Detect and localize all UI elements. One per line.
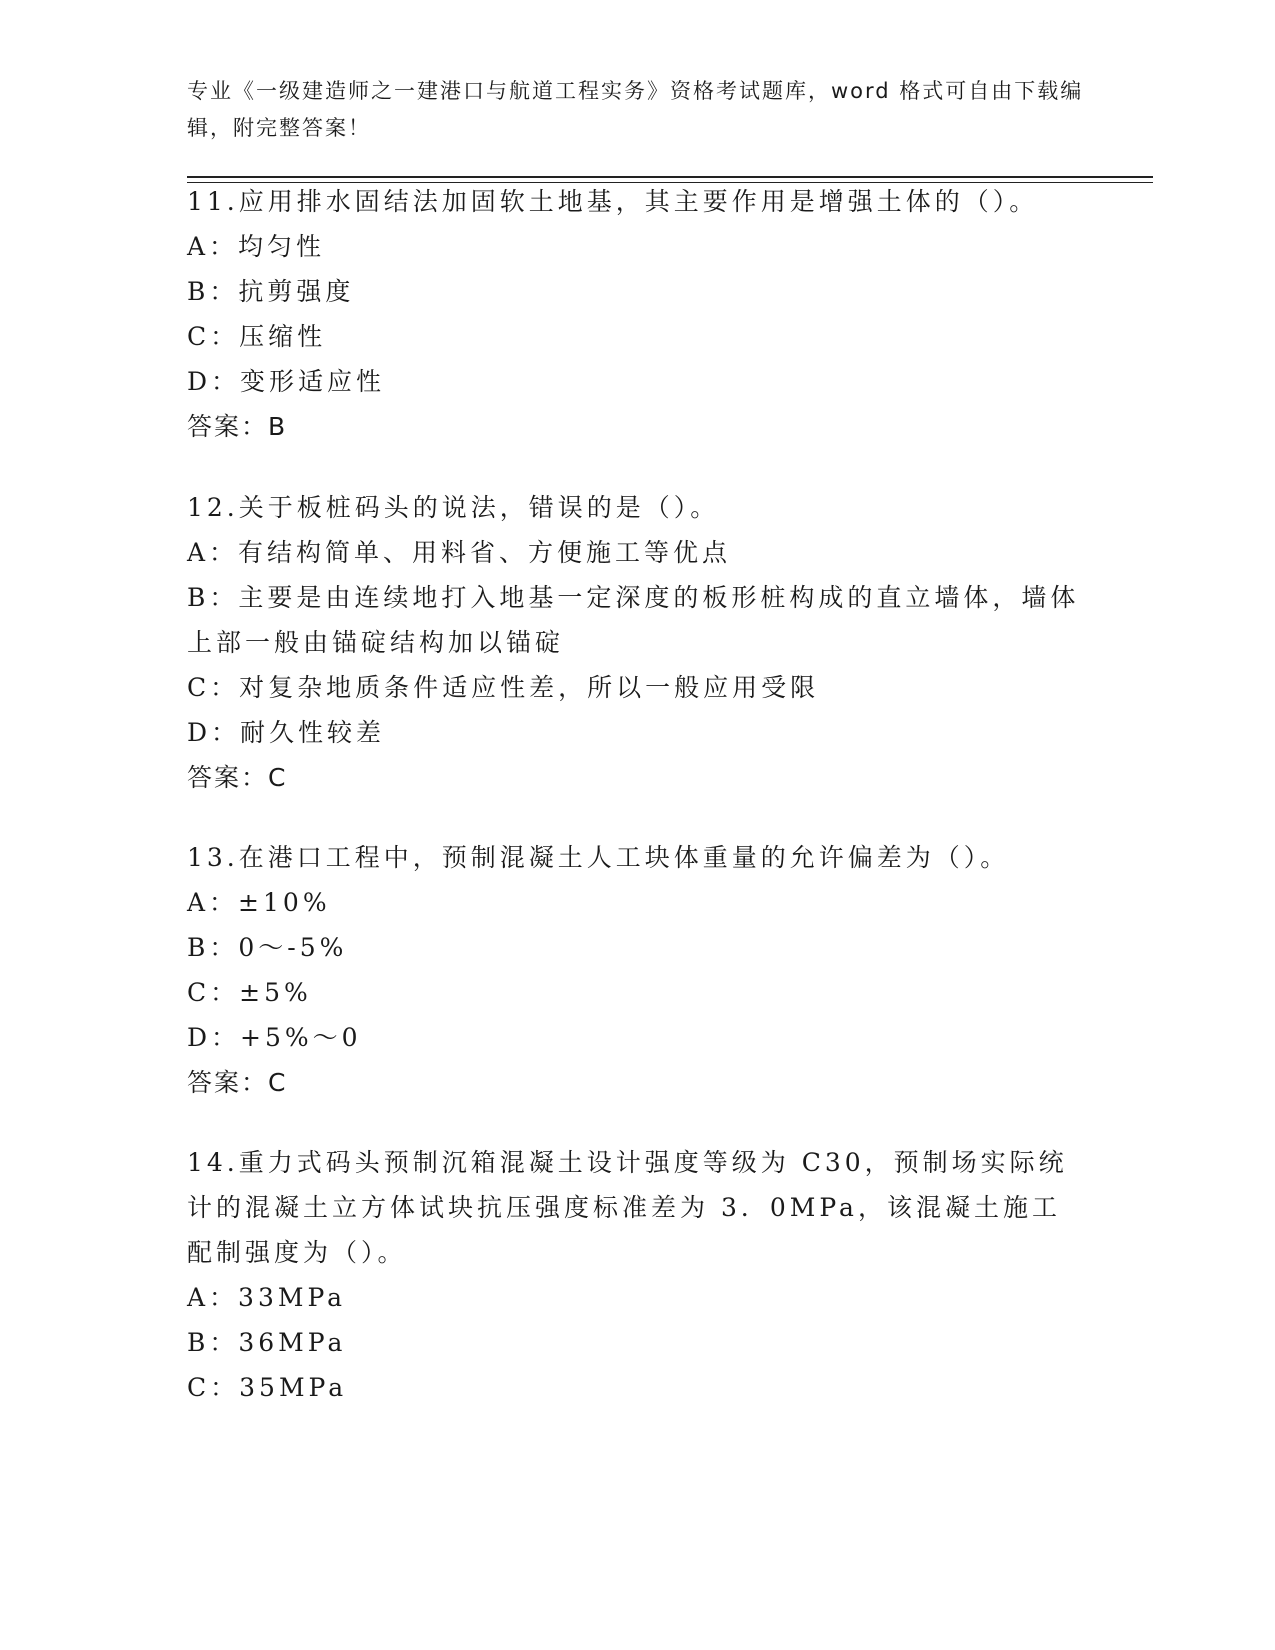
answer-line: 答案：C <box>187 1068 288 1097</box>
option-c: C：35MPa <box>187 1373 348 1402</box>
option-b: B：36MPa <box>187 1328 347 1357</box>
option-b: B：0～-5% <box>187 933 348 962</box>
option-list <box>187 530 1087 755</box>
option-b: B：抗剪强度 <box>187 277 355 306</box>
option-d: D：+5%～0 <box>187 1023 362 1052</box>
option-b: B：主要是由连续地打入地基一定深度的板形桩构成的直立墙体，墙体上部一般由锚碇结构加以锚碇 <box>187 583 1080 657</box>
option-a: A：33MPa <box>187 1283 347 1312</box>
question-stem: 14.重力式码头预制沉箱混凝土设计强度等级为 C30，预制场实际统计的混凝土立方体试块抗压强度标准差为 3．0MPa，该混凝土施工配制强度为（）。 <box>187 1148 1068 1267</box>
header-divider-thick <box>187 176 1153 178</box>
question-12 <box>187 485 1087 800</box>
document-intro: 专业《一级建造师之一建港口与航道工程实务》资格考试题库，word 格式可自由下载编辑，附完整答案！ <box>187 79 1084 140</box>
answer-line: 答案：B <box>187 412 288 441</box>
question-stem: 11.应用排水固结法加固软土地基，其主要作用是增强土体的（）。 <box>187 187 1039 216</box>
question-14 <box>187 1140 1087 1410</box>
option-c: C：±5% <box>187 978 312 1007</box>
question-13 <box>187 835 1087 1105</box>
answer-line: 答案：C <box>187 763 288 792</box>
question-11 <box>187 179 1087 449</box>
option-c: C：压缩性 <box>187 322 327 351</box>
option-a: A：均匀性 <box>187 232 326 261</box>
option-list <box>187 224 1087 404</box>
question-stem: 12.关于板桩码头的说法，错误的是（）。 <box>187 493 720 522</box>
option-d: D：变形适应性 <box>187 367 386 396</box>
option-list <box>187 1275 1087 1410</box>
option-d: D：耐久性较差 <box>187 718 386 747</box>
option-c: C：对复杂地质条件适应性差，所以一般应用受限 <box>187 673 820 702</box>
option-a: A：±10% <box>187 888 331 917</box>
option-list <box>187 880 1087 1060</box>
question-stem: 13.在港口工程中，预制混凝土人工块体重量的允许偏差为（）。 <box>187 843 1010 872</box>
option-a: A：有结构简单、用料省、方便施工等优点 <box>187 538 732 567</box>
